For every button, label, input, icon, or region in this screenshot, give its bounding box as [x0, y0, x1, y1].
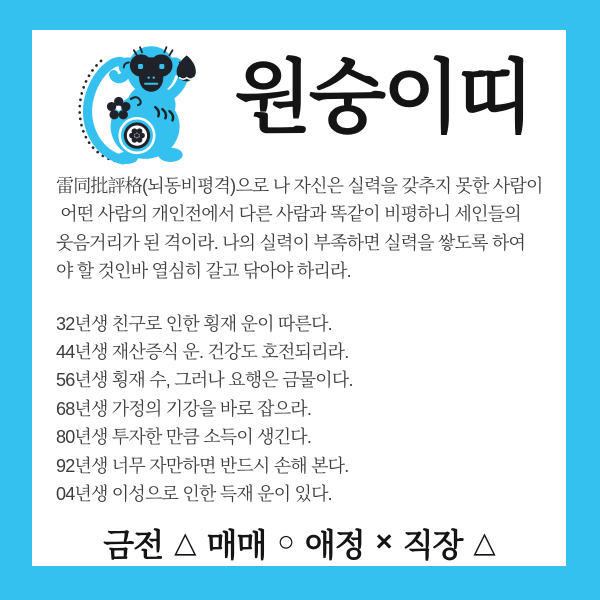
intro-line: 어떤 사람의 개인전에서 다른 사람과 똑같이 비평하니 세인들의 — [56, 204, 521, 225]
summary-label-trade: 매매 — [206, 527, 267, 564]
header — [32, 30, 566, 166]
intro-line: 雷同批評格(뇌동비평격)으로 나 자신은 실력을 갖추지 못한 사람이 — [56, 176, 543, 196]
content-panel — [32, 30, 566, 566]
year-fortunes-list — [56, 310, 550, 509]
year-fortune-item: 68년생 가정의 기강을 바로 잡으라. — [56, 398, 312, 419]
year-fortune-item: 80년생 투자한 만큼 소득이 생긴다. — [56, 427, 312, 448]
page-title: 원숭이띠 — [234, 53, 532, 142]
year-fortune-item: 32년생 친구로 인한 횡재 운이 따른다. — [56, 313, 332, 334]
year-fortune-item: 56년생 횡재 수, 그러나 요행은 금물이다. — [56, 370, 353, 391]
summary-mark-work: △ — [473, 526, 495, 559]
fortune-summary — [32, 520, 566, 566]
year-fortune-item: 44년생 재산증식 운. 건강도 호전되리라. — [56, 342, 349, 363]
year-fortune-item: 92년생 너무 자만하면 반드시 손해 본다. — [56, 455, 349, 476]
intro-line: 웃음거리가 된 격이라. 나의 실력이 부족하면 실력을 쌓도록 하여 — [56, 232, 526, 253]
summary-label-money: 금전 — [103, 527, 164, 564]
year-fortune-item: 04년생 이성으로 인한 득재 운이 있다. — [56, 484, 332, 505]
intro-line: 야 할 것인바 열심히 갈고 닦아야 하리라. — [56, 261, 351, 282]
summary-mark-money: △ — [174, 526, 196, 559]
monkey-zodiac-icon — [72, 32, 206, 166]
summary-mark-trade: ○ — [277, 525, 294, 558]
intro-paragraph — [56, 172, 550, 286]
summary-label-love: 애정 — [304, 527, 365, 564]
summary-label-work: 직장 — [402, 527, 463, 564]
summary-mark-love: × — [375, 525, 392, 558]
